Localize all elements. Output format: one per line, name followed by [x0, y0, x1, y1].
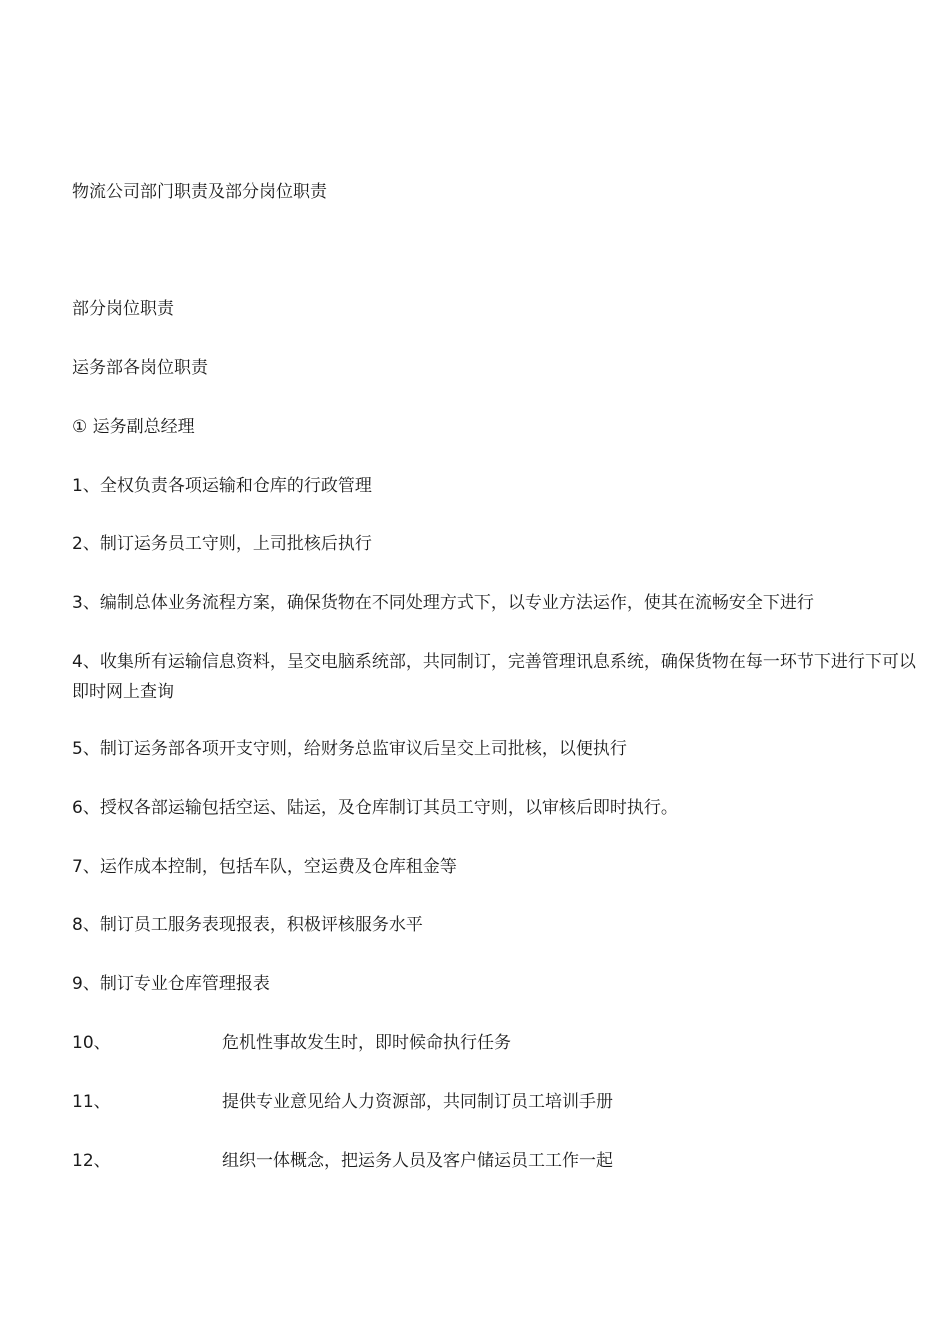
document-title: 物流公司部门职责及部分岗位职责: [72, 182, 327, 202]
section-heading: 部分岗位职责: [72, 299, 174, 319]
numbered-duty: [72, 1151, 917, 1171]
duty-number: 11、: [72, 1092, 111, 1112]
duty-item: 6、授权各部运输包括空运、陆运，及仓库制订其员工守则，以审核后即时执行。: [72, 798, 678, 818]
duty-item: 7、运作成本控制，包括车队，空运费及仓库租金等: [72, 857, 457, 877]
duty-item: 9、制订专业仓库管理报表: [72, 974, 270, 994]
duty-item: 2、制订运务员工守则，上司批核后执行: [72, 534, 372, 554]
duty-item: 8、制订员工服务表现报表，积极评核服务水平: [72, 915, 423, 935]
duty-number: 12、: [72, 1151, 111, 1171]
numbered-duty: [72, 1033, 917, 1053]
duty-number: 10、: [72, 1033, 111, 1053]
duty-item: 1、全权负责各项运输和仓库的行政管理: [72, 476, 372, 496]
subsection-heading: 运务部各岗位职责: [72, 358, 208, 378]
duty-text: 提供专业意见给人力资源部，共同制订员工培训手册: [222, 1092, 613, 1112]
duty-item: 4、收集所有运输信息资料，呈交电脑系统部，共同制订，完善管理讯息系统，确保货物在每一环节下进行下可以即时网上查询: [72, 652, 916, 702]
role-heading: ① 运务副总经理: [72, 417, 195, 437]
numbered-duty: [72, 1092, 917, 1112]
duty-text: 危机性事故发生时，即时候命执行任务: [222, 1033, 511, 1053]
duty-text: 组织一体概念，把运务人员及客户储运员工工作一起: [222, 1151, 613, 1171]
duty-item: 5、制订运务部各项开支守则，给财务总监审议后呈交上司批核，以便执行: [72, 739, 627, 759]
duty-item: 3、编制总体业务流程方案，确保货物在不同处理方式下，以专业方法运作，使其在流畅安全下进行: [72, 593, 814, 613]
